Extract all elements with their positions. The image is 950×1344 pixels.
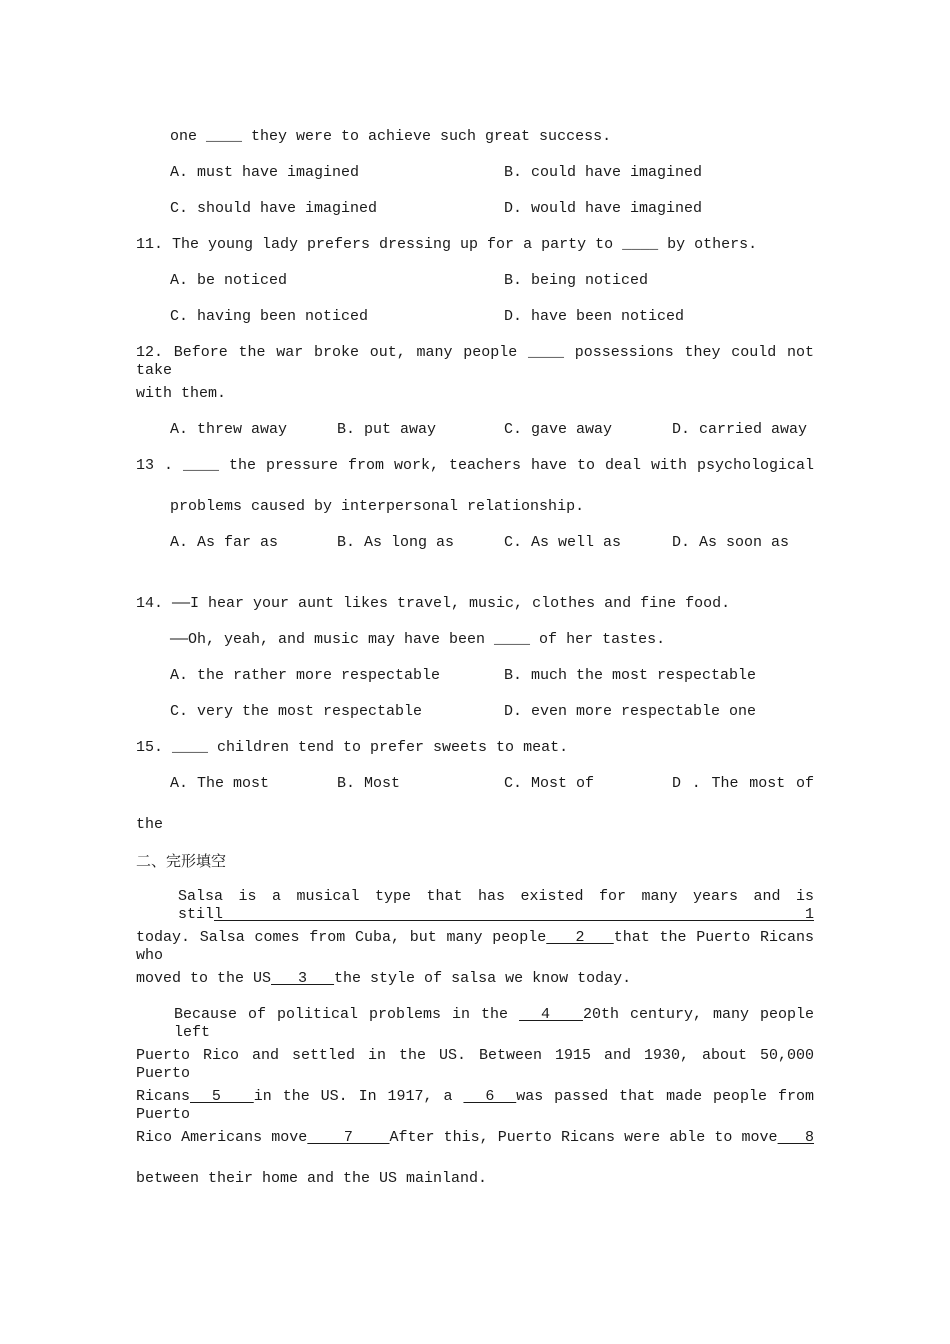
blank-8: 8 [777, 1129, 815, 1146]
q10-option-d: D. would have imagined [504, 200, 703, 217]
q11-option-b: B. being noticed [504, 272, 649, 289]
para1-line3: moved to the US 3 the style of salsa we know today. [136, 970, 632, 987]
blank-3: 3 [271, 970, 335, 987]
q14-option-a: A. the rather more respectable [170, 667, 441, 684]
q10-option-a: A. must have imagined [170, 164, 360, 181]
q14-stem-line2: ——Oh, yeah, and music may have been ____ of her tastes. [170, 631, 666, 648]
q15-option-b: B. Most [337, 775, 401, 792]
q15-stem: 15. ____ children tend to prefer sweets to meat. [136, 739, 569, 756]
para1-line1: Salsa is a musical type that has existed for many years and is still 1 [178, 888, 814, 923]
q13-option-c: C. As well as [504, 534, 622, 551]
q14-option-c: C. very the most respectable [170, 703, 423, 720]
q14-option-d: D. even more respectable one [504, 703, 757, 720]
q14-stem-line1: 14. ——I hear your aunt likes travel, music, clothes and fine food. [136, 595, 731, 612]
q13-stem-line2: problems caused by interpersonal relationship. [170, 498, 585, 515]
para2-line3: Ricans 5 in the US. In 1917, a 6 was passed that made people from Puerto [136, 1088, 814, 1123]
para1-line2: today. Salsa comes from Cuba, but many people 2 that the Puerto Ricans who [136, 929, 814, 964]
q13-stem-line1: 13 . ____ the pressure from work, teachers have to deal with psychological [136, 457, 814, 474]
q13-option-a: A. As far as [170, 534, 279, 551]
blank-6: 6 [463, 1088, 517, 1105]
section-heading-cloze: 二、完形填空 [136, 852, 227, 870]
blank-4: 4 [519, 1006, 583, 1023]
q10-option-b: B. could have imagined [504, 164, 703, 181]
q15-option-a: A. The most [170, 775, 270, 792]
q10-option-c: C. should have imagined [170, 200, 378, 217]
q12-option-d: D. carried away [672, 421, 808, 438]
q15-option-d: D . The most of [672, 775, 814, 792]
q12-stem-line2: with them. [136, 385, 227, 402]
q12-option-b: B. put away [337, 421, 437, 438]
para2-line1: Because of political problems in the 4 20th century, many people left [174, 1006, 814, 1041]
para2-line5: between their home and the US mainland. [136, 1170, 488, 1187]
q14-option-b: B. much the most respectable [504, 667, 757, 684]
q15-option-d-wrap: the [136, 816, 164, 833]
q11-option-d: D. have been noticed [504, 308, 685, 325]
q13-option-d: D. As soon as [672, 534, 790, 551]
blank-2: 2 [546, 929, 614, 946]
q12-option-a: A. threw away [170, 421, 288, 438]
q15-option-c: C. Most of [504, 775, 595, 792]
blank-7: 7 [307, 1129, 390, 1146]
q12-stem-line1: 12. Before the war broke out, many people ____ possessions they could not take [136, 344, 814, 379]
q12-option-c: C. gave away [504, 421, 613, 438]
para2-line2: Puerto Rico and settled in the US. Between 1915 and 1930, about 50,000 Puerto [136, 1047, 814, 1082]
q13-option-b: B. As long as [337, 534, 455, 551]
q11-option-a: A. be noticed [170, 272, 288, 289]
para2-line4: Rico Americans move 7 After this, Puerto Ricans were able to move 8 [136, 1129, 815, 1146]
q11-stem: 11. The young lady prefers dressing up for a party to ____ by others. [136, 236, 758, 253]
q10-stem-continuation: one ____ they were to achieve such great success. [170, 128, 612, 145]
blank-1: l 1 [214, 906, 814, 923]
blank-5: 5 [190, 1088, 254, 1105]
q11-option-c: C. having been noticed [170, 308, 369, 325]
